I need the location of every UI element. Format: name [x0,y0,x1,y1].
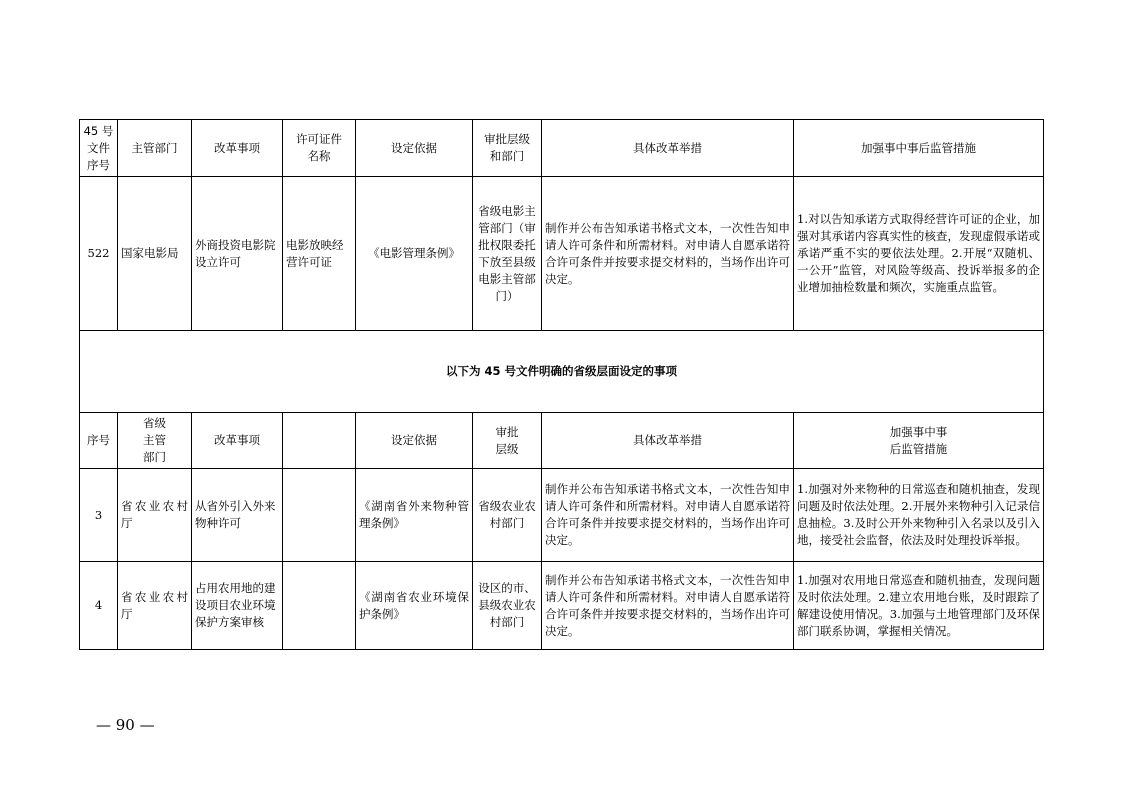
header1-level: 审批层级 和部门 [473,120,542,177]
header2-item: 改革事项 [192,413,283,469]
header1-supervision: 加强事中事后监管措施 [794,120,1044,177]
row3-seq: 3 [80,469,118,562]
row522-basis: 《电影管理条例》 [356,177,473,331]
banner-row [80,331,1044,413]
section-banner: 以下为 45 号文件明确的省级层面设定的事项 [80,331,1044,413]
header1-license: 许可证件 名称 [283,120,356,177]
header2-basis: 设定依据 [356,413,473,469]
table-row [80,562,1044,650]
header2-supervision: 加强事中事 后监管措施 [794,413,1044,469]
row4-dept: 省农业农村厅 [118,562,192,650]
header2-license [283,413,356,469]
header2-measures: 具体改革举措 [542,413,794,469]
row4-basis: 《湖南省农业环境保护条例》 [356,562,473,650]
row4-license [283,562,356,650]
row4-measures: 制作并公布告知承诺书格式文本，一次性告知申请人许可条件和所需材料。对申请人自愿承诺符合许可条件并按要求提交材料的，当场作出许可决定。 [542,562,794,650]
row522-item: 外商投资电影院设立许可 [192,177,283,331]
header1-dept: 主管部门 [118,120,192,177]
row3-item: 从省外引入外来物种许可 [192,469,283,562]
header2-dept: 省级 主管 部门 [118,413,192,469]
header1-item: 改革事项 [192,120,283,177]
table-row [80,177,1044,331]
header2-seq: 序号 [80,413,118,469]
row4-item: 占用农用地的建设项目农业环境保护方案审核 [192,562,283,650]
row4-supervision: 1.加强对农用地日常巡查和随机抽查，发现问题及时依法处理。2.建立农用地台账，及时跟踪了解建设使用情况。3.加强与土地管理部门及环保部门联系协调，掌握相关情况。 [794,562,1044,650]
row3-measures: 制作并公布告知承诺书格式文本，一次性告知申请人许可条件和所需材料。对申请人自愿承诺符合许可条件并按要求提交材料的，当场作出许可决定。 [542,469,794,562]
header2-level: 审批 层级 [473,413,542,469]
reform-table [79,119,1044,650]
header-row-1 [80,120,1044,177]
row522-level: 省级电影主管部门（审批权限委托下放至县级电影主管部门） [473,177,542,331]
page-number: — 90 — [96,716,155,734]
table-row [80,469,1044,562]
row4-seq: 4 [80,562,118,650]
row3-basis: 《湖南省外来物种管理条例》 [356,469,473,562]
row522-supervision: 1.对以告知承诺方式取得经营许可证的企业，加强对其承诺内容真实性的核查，发现虚假承诺或承诺严重不实的要依法处理。2.开展“双随机、一公开”监管，对风险等级高、投诉举报多的企业增加抽检数量和频次，实施重点监管。 [794,177,1044,331]
header-row-2 [80,413,1044,469]
header1-measures: 具体改革举措 [542,120,794,177]
row4-level: 设区的市、县级农业农村部门 [473,562,542,650]
header1-seq: 45 号 文件 序号 [80,120,118,177]
row3-level: 省级农业农村部门 [473,469,542,562]
row522-seq: 522 [80,177,118,331]
row3-license [283,469,356,562]
row522-license: 电影放映经营许可证 [283,177,356,331]
row3-supervision: 1.加强对外来物种的日常巡查和随机抽查，发现问题及时依法处理。2.开展外来物种引入记录信息抽检。3.及时公开外来物种引入名录以及引入地，接受社会监督，依法及时处理投诉举报。 [794,469,1044,562]
row522-measures: 制作并公布告知承诺书格式文本，一次性告知申请人许可条件和所需材料。对申请人自愿承诺符合许可条件并按要求提交材料的，当场作出许可决定。 [542,177,794,331]
header1-basis: 设定依据 [356,120,473,177]
row3-dept: 省农业农村厅 [118,469,192,562]
row522-dept: 国家电影局 [118,177,192,331]
